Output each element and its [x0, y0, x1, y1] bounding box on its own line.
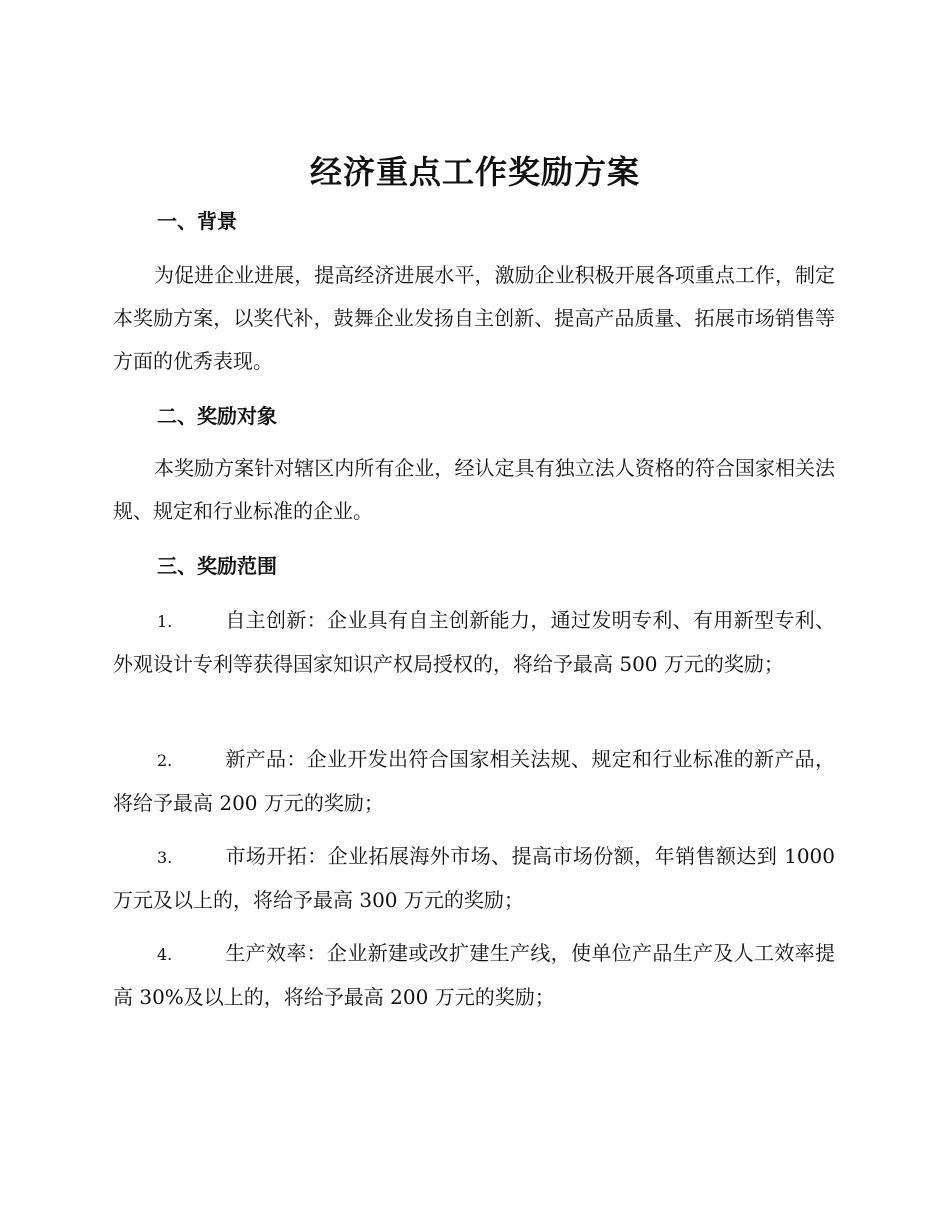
section-heading-award-scope: 三、奖励范围	[157, 554, 277, 578]
section-paragraph-background: 为促进企业进展，提高经济进展水平，激励企业积极开展各项重点工作，制定本奖励方案，以奖代补，鼓舞企业发扬自主创新、提高产品质量、拓展市场销售等方面的优秀表现。	[113, 263, 835, 373]
list-item-number: 4.	[157, 945, 173, 964]
list-item-number: 3.	[157, 848, 173, 867]
section-heading-background: 一、背景	[157, 209, 237, 233]
list-item	[113, 932, 835, 1019]
list-item-number: 2.	[157, 751, 173, 770]
list-item	[113, 738, 835, 825]
list-item-number: 1.	[157, 612, 173, 631]
list-item-text: 新产品：企业开发出符合国家相关法规、规定和行业标准的新产品，将给予最高 200 万元的奖励；	[113, 747, 835, 815]
list-item	[113, 599, 835, 686]
list-item-text: 生产效率：企业新建或改扩建生产线，使单位产品生产及人工效率提高 30%及以上的，将给予最高 200 万元的奖励；	[113, 941, 835, 1009]
list-item-text: 自主创新：企业具有自主创新能力，通过发明专利、有用新型专利、外观设计专利等获得国家知识产权局授权的，将给予最高 500 万元的奖励；	[113, 608, 835, 676]
section-paragraph-award-target: 本奖励方案针对辖区内所有企业，经认定具有独立法人资格的符合国家相关法规、规定和行业标准的企业。	[113, 456, 835, 523]
section-heading-award-target: 二、奖励对象	[157, 404, 277, 428]
list-item-text: 市场开拓：企业拓展海外市场、提高市场份额，年销售额达到 1000 万元及以上的，将给予最高 300 万元的奖励；	[113, 844, 835, 912]
document-title: 经济重点工作奖励方案	[309, 153, 640, 191]
list-item	[113, 835, 835, 922]
